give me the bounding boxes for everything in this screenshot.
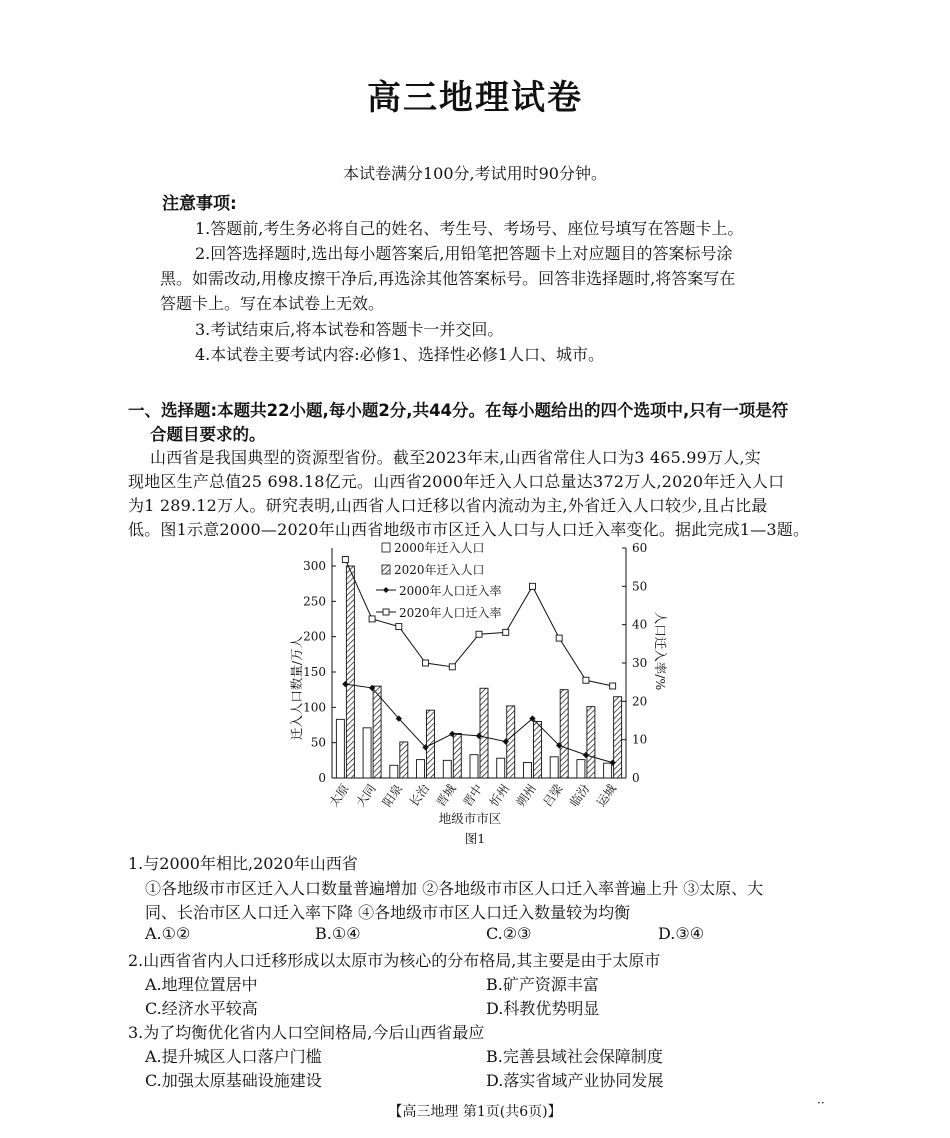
- corner-mark: ··: [817, 1096, 825, 1110]
- x-tick-label: 吕梁: [540, 781, 566, 810]
- y-tick-label: 150: [303, 665, 326, 679]
- bar-2020-临汾: [587, 707, 595, 778]
- legend-label: 2020年迁入人口: [394, 563, 485, 577]
- x-tick-label: 长治: [406, 781, 433, 810]
- figure-caption: 图1: [464, 831, 486, 846]
- legend-swatch-2020-bar: [382, 565, 390, 574]
- legend-label: 2000年人口迁入率: [399, 584, 502, 598]
- x-tick-label: 晋中: [460, 781, 486, 810]
- point-2020-rate-吕梁: [556, 635, 562, 641]
- section-heading-cont: 合题目要求的。: [150, 425, 266, 444]
- passage-line: 低。图1示意2000—2020年山西省地级市市区迁入人口与人口迁入率变化。据此完成1—3题。: [128, 520, 810, 539]
- y-tick-label: 50: [310, 735, 326, 750]
- question-2-option-d[interactable]: D.科教优势明显: [486, 999, 600, 1018]
- legend-marker-diamond: [383, 587, 389, 593]
- question-1-option-b[interactable]: B.①④: [315, 924, 361, 943]
- point-2020-rate-运城: [610, 683, 616, 689]
- question-2-stem: 2.山西省省内人口迁移形成以太原市为核心的分布格局,其主要是由于太原市: [128, 951, 661, 970]
- question-1-items: 同、长治市区人口迁入率下降 ④各地级市市区人口迁入数量较为均衡: [145, 903, 631, 922]
- question-3-stem: 3.为了均衡优化省内人口空间格局,今后山西省最应: [128, 1023, 485, 1042]
- x-tick-label: 阳泉: [380, 781, 406, 810]
- bar-2020-朔州: [533, 721, 541, 778]
- notice-line: 3.考试结束后,将本试卷和答题卡一并交回。: [195, 320, 504, 339]
- point-2020-rate-太原: [342, 557, 348, 563]
- bar-2000-晋城: [443, 760, 451, 778]
- y-tick-label: 200: [303, 629, 326, 644]
- y-tick-label: 300: [303, 559, 326, 573]
- point-2020-rate-临汾: [583, 677, 589, 683]
- point-2020-rate-大同: [369, 616, 375, 622]
- question-3-option-d[interactable]: D.落实省域产业协同发展: [486, 1071, 664, 1090]
- passage-line: 为1 289.12万人。研究表明,山西省人口迁移以省内流动为主,外省迁入人口较少,且占比最: [128, 496, 768, 515]
- point-2020-rate-晋城: [449, 664, 455, 670]
- exam-info: 本试卷满分100分,考试用时90分钟。: [343, 164, 607, 183]
- y-tick-label: 0: [318, 771, 326, 785]
- bar-2000-晋中: [470, 755, 478, 778]
- bar-2020-长治: [427, 710, 435, 778]
- migration-chart: [285, 538, 668, 848]
- bar-2020-阳泉: [400, 742, 408, 778]
- y2-tick-label: 60: [632, 541, 648, 555]
- y2-tick-label: 30: [632, 656, 648, 670]
- bar-2020-太原: [346, 566, 354, 778]
- x-tick-label: 临汾: [567, 781, 593, 810]
- passage-line: 山西省是我国典型的资源型省份。截至2023年末,山西省常住人口为3 465.99万人,实: [150, 448, 761, 467]
- y2-tick-label: 40: [632, 617, 648, 632]
- bar-2020-晋中: [480, 688, 488, 778]
- y-tick-label: 250: [303, 594, 326, 609]
- notice-line: 2.回答选择题时,选出每小题答案后,用铅笔把答题卡上对应题目的答案标号涂: [195, 244, 733, 263]
- point-2020-rate-阳泉: [396, 624, 402, 630]
- bar-2000-忻州: [497, 758, 505, 778]
- point-2020-rate-晋中: [476, 631, 482, 637]
- passage-line: 现地区生产总值25 698.18亿元。山西省2000年迁入人口总量达372万人,2020年迁入人口: [128, 472, 785, 491]
- notice-heading: 注意事项:: [162, 194, 237, 214]
- question-1-items: ①各地级市市区迁入人口数量普遍增加 ②各地级市市区人口迁入率普遍上升 ③太原、大: [145, 879, 764, 898]
- legend-label: 2020年人口迁入率: [399, 606, 502, 620]
- x-tick-label: 朔州: [513, 781, 539, 810]
- question-2-option-a[interactable]: A.地理位置居中: [145, 975, 258, 994]
- notice-line: 答题卡上。写在本试卷上无效。: [160, 294, 385, 313]
- x-tick-label: 忻州: [486, 781, 513, 810]
- x-tick-label: 大同: [353, 781, 379, 810]
- y2-tick-label: 0: [632, 771, 640, 785]
- question-1-option-d[interactable]: D.③④: [658, 924, 705, 943]
- line-2020-rate: [345, 560, 612, 687]
- question-2-option-b[interactable]: B.矿产资源丰富: [486, 975, 599, 994]
- page-footer: 【高三地理 第1页(共6页)】: [388, 1104, 562, 1120]
- point-2020-rate-朔州: [529, 583, 535, 589]
- section-heading: 一、选择题:本题共22小题,每小题2分,共44分。在每小题给出的四个选项中,只有一项是符: [128, 401, 789, 420]
- question-1-option-c[interactable]: C.②③: [486, 924, 532, 943]
- bar-2020-大同: [373, 686, 381, 778]
- x-axis-label: 地级市市区: [438, 811, 502, 826]
- x-tick-label: 运城: [593, 781, 620, 810]
- bar-2000-朔州: [523, 762, 531, 778]
- line-2000-rate: [345, 684, 612, 763]
- bar-2000-运城: [604, 763, 612, 778]
- y2-axis-label: 人口迁入率/%: [653, 611, 668, 691]
- bar-2020-运城: [614, 697, 622, 778]
- question-3-option-c[interactable]: C.加强太原基础设施建设: [145, 1071, 322, 1090]
- legend-swatch-2000-bar: [382, 543, 390, 552]
- bar-2000-太原: [336, 719, 344, 778]
- y2-tick-label: 10: [632, 732, 648, 747]
- notice-line: 4.本试卷主要考试内容:必修1、选择性必修1人口、城市。: [195, 345, 605, 364]
- page-title: 高三地理试卷: [367, 78, 583, 118]
- x-tick-label: 太原: [326, 781, 352, 810]
- y2-tick-label: 50: [632, 579, 648, 594]
- bar-2020-晋城: [453, 733, 461, 778]
- notice-line: 黑。如需改动,用橡皮擦干净后,再选涂其他答案标号。回答非选择题时,将答案写在: [160, 269, 736, 288]
- point-2020-rate-忻州: [503, 629, 509, 635]
- legend-label: 2000年迁入人口: [394, 541, 485, 555]
- bar-2000-阳泉: [390, 765, 398, 778]
- bar-2000-大同: [363, 728, 371, 778]
- bar-2000-长治: [417, 760, 425, 778]
- question-2-option-c[interactable]: C.经济水平较高: [145, 999, 258, 1018]
- question-3-option-b[interactable]: B.完善县域社会保障制度: [486, 1047, 663, 1066]
- bar-2000-吕梁: [550, 757, 558, 778]
- point-2020-rate-长治: [423, 660, 429, 666]
- x-tick-label: 晋城: [433, 781, 459, 810]
- y-tick-label: 100: [303, 700, 326, 715]
- question-3-option-a[interactable]: A.提升城区人口落户门槛: [145, 1047, 322, 1066]
- bar-2020-吕梁: [560, 690, 568, 778]
- bar-2000-临汾: [577, 760, 585, 778]
- y2-tick-label: 20: [632, 694, 648, 709]
- y-axis-label: 迁入人口数量/万人: [289, 635, 304, 741]
- notice-line: 1.答题前,考生务必将自己的姓名、考生号、考场号、座位号填写在答题卡上。: [195, 219, 744, 238]
- legend-marker-square: [383, 609, 389, 615]
- question-1-stem: 1.与2000年相比,2020年山西省: [128, 854, 358, 873]
- question-1-option-a[interactable]: A.①②: [145, 924, 191, 943]
